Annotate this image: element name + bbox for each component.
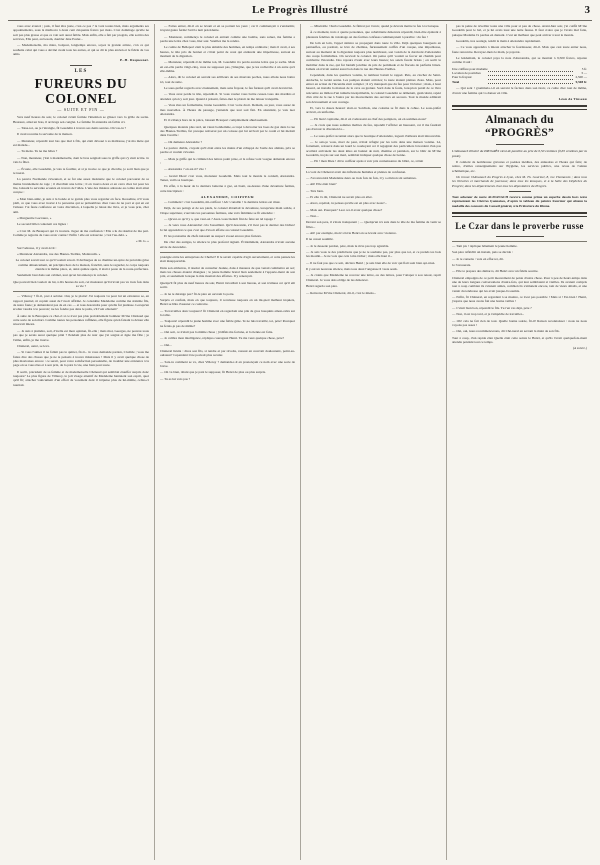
paragraph: — Ta travailles donc toujours? fit Chéneral en regardant une pile de gros bouquins amon-celés sur la table. [160, 308, 295, 317]
paragraph: — Eh ! mon Dieu ! dit le coiffeur après à voir pris connaissance du billet, ce, s'était [310, 159, 424, 164]
column-4 [446, 24, 592, 860]
paragraph: — Oui, oui, nous recommencerons, dit Ché-neral en serrant la main de son fils. [452, 329, 560, 334]
paragraph: Il y eut un nouveau silence, mais tous deux l'angoisse il vaste seuls. [306, 267, 398, 272]
paragraph: Dans son embarras, il résolut de consulter Jeanne, dans à mesures de que venait commettre en soi; mais les choses étaient changées ; le jeune homme brutal bien seulement à l'apparte-ment de son prix, et seulement lorsque la mie montait des affaires. Il y renonçait. [160, 265, 295, 279]
paragraph: — Tu mens. Tu ne me bêtes ? [17, 149, 58, 154]
column-foot-divider [13, 291, 149, 292]
paragraph: — Toujours! répondit le jeune homme avec une faible gêne. Te ne luis travaillé, toi, père! Pourquoi ne ferais-je pas de même? [160, 319, 295, 328]
paragraph: — Qu'est-ce qu'il y a, que veut-on ? Avez-vous bientôt fini de faire un tel tapage ? [164, 217, 276, 222]
czar-headline: Le Czar dans le proverbe russe [455, 221, 584, 232]
paragraph: Chéneral, outré, se leva. [17, 343, 50, 348]
paragraph: — Il ne faut pas que ce soit, déclara Henri ; je sais bien elle de voir qui fiait sont bien opi-nion. [306, 260, 436, 265]
paragraph: — Mademoiselle, ma mère, bonjour, longtemps encore, soyez la grande artiste, c'en ce qui souhaite celui qui vous a deviné avant tous les autres, et qui se dit le plus ancien et le fidèle de vos amis. [13, 43, 149, 57]
paragraph: Il ne cessai soumilé. [306, 237, 334, 242]
paragraph: — Où demeure Alexandre ? [164, 139, 202, 144]
price-label: Location de postiches [452, 71, 481, 76]
paragraph: — Oui soit, ce n'était pas la même chose ; j'édifiés ma fortune, et la tienne est faite. [160, 329, 274, 334]
total-value: 9,508 fr. [575, 79, 587, 84]
paragraph: Chéneral hésita : dires son fils, si tendre et par révolte, rassaut en couvrait doulourenx, point-su-oulsieur? Cependant il ne pouvait plus reculer. [160, 348, 295, 358]
paragraph: — Monsieur, commença le colonel en entrant comme une bombe, sans saluer, ma femme a perdu une lettre chez vous, hier soir. Veuillez me la rendre. [160, 34, 295, 44]
columns-container [8, 24, 592, 860]
paragraph: Son père réfléchit un instant, puis se décida : [452, 250, 513, 255]
price-label: Une coiffure pour madame [452, 66, 488, 71]
paragraph: — Très bien. [306, 188, 324, 193]
paragraph: — Écoute, elle Goudelin, je vais te fouiller, et si je trouve ce que je cherche, je sorti bien que je te tuerai. [13, 166, 149, 175]
paragraph: Quelqu'il fit plus de neuf heures du soir, Henri travaillait à son bureau, et son n'amusa cet qu'il eût sortir. [160, 280, 295, 290]
paragraph: — Alexandre ? où est-il? vite ! [164, 167, 206, 172]
paragraph: — Faites entrer, dit-il en se levant et en se portant les yeux ; car il commençait à s'endormir, n'ayant guère fermé l'œil la nuit précédente. [160, 24, 295, 33]
paragraph: pas la peine de réveiller toute une ville pour si peu de chose. Avant-hier soir, j'ai coiffé M^me Goudelin pour le bal, et je lui avais loué une natte fausse. Il faut croire que je l'avais mal faite, puisque Madame l'a perdue en dansant. C'est un malheur que peut arriver à tout le monde. [452, 24, 587, 37]
paragraph: Du côté des auriges, le silence le plus profond régnait. Évidemment, Alexandre n'avait aucune envie de descendre. [160, 240, 295, 249]
price-label: Pour la frayeur [452, 75, 472, 80]
almanach-lead: L'Almanach Illustré du PROGRÈS vient de paraître au prix de 0,50 centimes (0,65 centimes par la poste). [452, 149, 587, 158]
column-2 [154, 24, 300, 860]
divider [496, 236, 544, 237]
paragraph: « Monsieur Alexandre, rue des Hautes-Treilles, Montreuils. » [17, 252, 101, 256]
letter-signature: « M. G. » [135, 239, 149, 244]
divider [70, 65, 92, 66]
paragraph: « Mon bien-aimé, je suis à la bonde et te garnis plus vous regarder en face. Rosseline, n'il vous plaît, ce que vous avez trouvé à la personne qui se prénombres chez vous de ne port et qui en est l'amour. J'ai faute confiance en votre discrétion, à laquelle je laissé me livre, et je vous prie, cher ami. [13, 196, 149, 214]
paragraph: Henri regarda son père. [306, 284, 338, 289]
paragraph: Le second billet contenait ces lignes : [17, 222, 68, 227]
paragraph: — Ah! Elle était bien? [306, 182, 337, 187]
paragraph: — Oui... [160, 342, 172, 347]
paragraph: — Mais oui. Pourquoi? Lear cet-il avoir quelque chose? [306, 207, 383, 212]
article-signature: Léon de Tinseau [558, 97, 587, 102]
paragraph: — Non... [306, 214, 319, 219]
divider [509, 191, 531, 192]
paragraph: — Le sous-préfet reconnut alors que la boutique d'Alexandre, logeait d'ailleurs était introuvable. [310, 133, 441, 138]
page-number: 3 [584, 4, 590, 16]
paragraph: Le sous-préfet regarda avec étonnement, mais sans frayeur, le feu furieux qu'il avait devant lui. [164, 86, 293, 91]
paragraph: La pauvre Normande s'éveunoit, et se fut une assez insistante que le colonel parcourut de sa maine brutalement de rage ; il cherchait une lettre ; il en trouva deux et en carra chez lui pour les lire, laissant la servante ecoutée en travers de l'allée. L'une des misères adressée au comte était ainsi conçue : [13, 177, 149, 195]
paragraph: — Villeroy ? fit-il, pret à sobrier. Oui, je le plaire! J'ai toujours vu pour lui un existence se, en rapport journel, ni copiait aussi de l'avoir affirmé. Je considère Madeleine comme ma sixième fils, de notre faute; je demanderai pas de en ces — et tous descendre pour qu'elle fut jaunisse. Lorsqu'un écolier vaudra à le pouvoir; ne les fondre pas dans le puits, s'il l'ont obtenait? [13, 294, 149, 312]
paragraph: Et les paroissins du chefs naissant au suspect avoué encore plus furieux. [164, 234, 262, 239]
headline-subtitle: — SUITE ET FIN — [57, 107, 105, 113]
almanach-premium-note: Tout acheteur de notre ALMANACH recevra comme prime un superbe dessin hors texte représentant les Chèvres lyonnaises, d'après le tableau du peintre Fournier qui obtenu la medaille des concours du Conseil général, à la Préfecture du Rhône. [452, 195, 587, 208]
price-value: 3 — [581, 71, 587, 76]
publication-title: Le Progrès Illustré [252, 4, 348, 16]
paragraph: — On va bien, rêtant que je paix le supposer, fit Henri de plus ou plus surpris. [160, 370, 266, 375]
divider [452, 105, 587, 110]
paragraph: — Je suis à plaindre, soit, d'icelle est mon opinion, fit-elle ; mais moi, Georges, ne pouvez-vous pas que je serais aussi quelque pitié ? Pendant plus de noir que j'ai soigné et âgée ma fille ; je l'aime, enfin, je me trouve. [13, 328, 149, 342]
paragraph: — Alors, repétait, tu penses qu'elle est en plus avec nous?... [306, 201, 388, 206]
headline-kicker: LES [74, 69, 88, 75]
price-value: 5 fr. [581, 66, 587, 71]
paragraph: — Je sais vous te des prédictions que je ne te souhaite pas, par plus que toi, et ce prends tes bois les moulin... Je ne vois que cela à ma tâcher ; mais elle haut il... [306, 250, 441, 259]
masthead [8, 4, 592, 21]
paragraph: — Tu as lui vois pas ? [160, 376, 191, 381]
dot-leader [488, 78, 574, 82]
paragraph: — Renverse M^me Chéneral, dit-il, c'est le miens... [306, 290, 377, 295]
paragraph: On trouve l'Almanach du Progrès à Lyon, chez M. Th. Gourmer, 8, rue Thomassin ; dans tous les libraires et marchands de journaux; dans tous les kiosques, et à la Salle des Dépêches du Progrès; dans les départements chez tous les dépositaires du Progrès. [452, 174, 587, 188]
paragraph: — C'était bien bon, répondit le fils. Tu t'en vas déjà, père ? [452, 305, 532, 310]
paragraph: — Mais je griffe qui le criminel des lettres point prise, et le refuse voix vosgue demande encore : [160, 156, 295, 165]
shop-sign: ALEXANDRE, COIFFEUR [200, 195, 255, 199]
paragraph: Seulement basi dans son cabinet, tout qu'on lui annonça la colonel. [17, 273, 108, 278]
paragraph: — Vous avez perdu la tête, répondit-il. Si vous voulez vous battre cessez-vous des mardins et attendez qu'on y soit jour. Quand à présent, faites-moi le plaisir de me laisser tranquille. [160, 92, 295, 101]
serial-continuation: (A suivre.) [572, 346, 587, 351]
paragraph: Surpris et confuté, mais en que toujours, il reculasse toujours en un mi-pied malheur inquiets, Henri se hâta d'assurer ce contraire. [160, 297, 295, 307]
paragraph: Tout à coup, d'un rapide élan Quelle était cette soirée le Henri, et qu'ils l'avait quelquefois-ment attendu pendant tout ce temps. [452, 335, 587, 344]
paragraph: Et il s'élança hors de la pièce, laissant Bcauport complètement ahurissement. [164, 118, 269, 123]
paragraph: — Grand Dieu! c'est vous, monsieur Goudelin. Mais tout le monde le connaît, Alexandre. Tenez, voilà sa boutique. [160, 173, 295, 182]
almanach-headline: Almanach du “PROGRÈS” [485, 114, 554, 140]
paragraph: — Vous êtes un formalisme, bruna Goudelin. C'est votre droit. Demain, au jour, vous aurez de mes nouvelles. À l'heure du passage, j'entends que tout soit fini. En attendant, je vais tuer Alexandre. [160, 103, 295, 116]
paragraph: — Monsieur, répondit tout bas que mal à fils, qui était dévoué à sa maîtresse, j'ai ma mère qui est malade... [13, 138, 149, 148]
paragraph: — Qui sont ! grommela-t-il en serrant le facture dans son tiroir, ce coûte cher tout de même, d'avoir une femme qui va danser en ville. [452, 86, 587, 95]
paragraph: « Marguerite Gocraure, » [17, 215, 52, 220]
paragraph: Il sortit, précédent de sa femme et de mademoiselle Chénaud qui semblait étouffer surpris donc toujours? Le plus figure de Villeroy, le joli visage attentif de Madeleine hantaient son esprit, quoi qu'il fit; attacher vaincument d'un effort de vorement dont il n'épuise plus de lui-même, celles-ci tournait. [13, 369, 149, 387]
paragraph: — Misérable ! hurla Goudelin. Je finirai par t'avoir, quand je devrais mettre le feu à ta baraque. [310, 24, 440, 28]
paragraph: À suite de la Baroquée ce chat-ci si ce n'est pas plus probablement bonheur M^me Chénaud que cette sorte de son mari. Comme toutes les personnes raffinées, elle figure qu'en faisant ta détour elle résorvait mieux. [13, 313, 149, 327]
letter-signature-2: Le colonel savait tout ce qu'il voulait savoir. Il déchargea de sa chemise un-spire de précédés grise comme dénoncement, un précipita hors de la maison, franchit, sans le regarder, le corps toujours étendu à la même place, et, ainsi quinze après, il était à poste de la route-préfecture. [15, 258, 149, 272]
paragraph: — Sais-tu comment se va, chez Villeroy ? demanda-t-il en prononçant ce nom avec une sorte de brave. [160, 359, 295, 368]
paragraph: — Et elle t'a dit, Chéneral ne savait plus où aller. [306, 195, 373, 199]
table-row-total [452, 80, 587, 84]
paragraph: De loin en loin, l'appel sinistre se propagent dans toute la ville. Déjà quelques bourgeois en pantoufles, ou parétait, se lève de chemise, furieusement coiffés d'un casque, une impolitesse, surtout au moment de la digestion toujours plus nombreux, son voisin de la durcirent d'Alexandre des coups formidables. On recevait le colonel. On pensa qu'il voulait se forcer un chemin pour combattre l'incendie. Dos rayeurs rivant avec leurs hautes; les seiels furent brisés ; on sortit le mobilier dans la rue, qui fut bientôt jonchée de pris de pommade et de flacons de parfums brisés. Jamais on n'avait assisté aussi bon dans la rue des Hautes-Treilles. [306, 41, 441, 72]
paragraph: Je l'avouerais. [452, 263, 472, 268]
total-label: Total [452, 79, 460, 84]
paragraph: — Je veux vous Alexandre! cria l'assaillant. Qu'il descende, s'il n'est pas le dernier des lâches! Je lui apprendrai ce que c'est que d'avoir affaire au colonel Goudelin. [160, 223, 295, 232]
paragraph: — Non, monsieur, j'irai à mademoiselle, dont le bras seignait sous la griffe qui s'y était écrite. Je vais la fêter. [13, 155, 149, 165]
paragraph: Sur l'adresse, il y avait écrit : [17, 245, 57, 250]
paragraph: — Enfin, fit Chéneral, en regardant à sa montre, ce n'est pas possible ! Mais si ! Est-bien ! Henri, j'espère que nous avons fait une bonne veillée ! [452, 295, 587, 304]
paragraph: — Oh! cela ne fait rien de tout. Quelle bonne soirée, fit-il! Raison reconnaisser : nous ne nous voyons pas assez ! [452, 318, 587, 327]
column-foot-divider [452, 241, 587, 242]
column-3 [300, 24, 446, 860]
paragraph: À ce moment, trois à quatre personnes, que cohabitante dénoncée répondit, bien-être épièrent à plusieurs fenêtres du voisinage où des formes confuses commençaient à paraître : du feu ! [306, 30, 441, 39]
paragraph: Le comte de Belleport était le plus aimable des hommes, en temps ordinaire ; mais il avait, à ses heures, le tête pris du bonnet et c'était point de ceux qui endurent une impolitesse, surtout au moment de la digestion. [160, 45, 295, 59]
paragraph: — Comment ! c'est Goudelin, mi-coiffeur ! Ah ! canaille ! la dernière lettres est rinsé. [164, 200, 281, 204]
article-signature: P.-H. Duquesnel. [120, 58, 149, 63]
paragraph: — Alors, dit le colonel en serrant ses artilleurs de ses mauvais poches, nous allons nous battre ici, tout de suite. [160, 75, 295, 84]
paragraph: — Si vous l'aimez il ne fallait pas le quitter, fit-il... Je vous demande pardon, Clotilde ; vous me faites dire des choses que je ne te pensais à trouve miséreuses ! Mais il y avait quelque chose de plus mauvaises encore : ce serait, pour votre satisfaction personnelle, de troubler une existence à la page où se vous êtes et à son prix, de la paix la vie, une bien pour toute. [13, 350, 149, 368]
paragraph: — Non, il est trop tard, et je t'empêche de travailler... [452, 312, 525, 317]
paragraph: Il avait reconnu la servante de la maison. [17, 132, 73, 137]
article-headline: FUREURS DU COLONEL [34, 76, 128, 107]
column-foot-divider [306, 167, 441, 168]
price-value: 2,500 — [575, 75, 587, 80]
paragraph: — Je te consens : vois en efforcer, dit. [452, 256, 504, 261]
paragraph: — Tant pis ! réplique bêtement le jeune homme. [452, 244, 518, 249]
paragraph: — Eh bien! capitaine, dit-il en s'adressant au chef des pompiers, où en sommes-nous? [310, 116, 427, 121]
paragraph: Chéneral empoigna de ce petit mouvement de pente d'autre chose. Pour à peu de heurt-temps dans une de leurs longues conversations d'autre-fois, qui leur semblaient si vieilles. Ils avaient compris tout à coup combien ils s'étaient aimés, combien ils s'aimaient encore, tant de vieux détails, et une venait du tendresse qui les avait jusque-là soumis. [452, 275, 587, 293]
paragraph: — Ah! par exemple, mon! s'écria Henri en se levant avec violence. [306, 231, 397, 236]
paragraph: Il contient de nombreuse gravures et poésies inédites, des annuaires et l'heure qui faits; de rentre, d'utiles renseignements sur l'hygiène, les services publics, une revue de l'année schématique, etc. [452, 159, 587, 173]
paragraph: — Je le deseede pardon, père, mais tu m'as pas trop agréable. [306, 243, 390, 248]
price-table [452, 67, 587, 85]
column-1 [8, 24, 154, 860]
paragraph: — J'ai rencontré Madeleine deux ou trois fois de fois, il y a environ six semaines. [306, 175, 417, 180]
divider [452, 212, 587, 217]
paragraph: — Monsieur, répondit-il de même ton, M. Goudelin n'a perdu aucune lettre que je sache. Mais en est-elle perdu vingt-cinq, vous ne supposez pas, j'imagine, que je les recherche à un autre qu'à elle-même. [160, 60, 295, 74]
paragraph: Vers neuf heures du soir, le colonel s'était fermée l'intention se glisser vers la grille de sortie. Heureux, ainsi un bras, il arrivage sen conglet. Le femme fit entendre un faible cri. [13, 115, 149, 124]
paragraph: Le pauvre diable, croyant qu'il était entre les mains d'un échappé de l'asile des aliénés, prix se perdre et voulait s'évader. [160, 145, 295, 155]
paragraph: Devant son pere, il s'étais transparent ; — Quelqu'un n'a suis dans le tête de ma femme de venir se filles... [306, 220, 441, 229]
paragraph: Le lendemain, le colonel paya la note d'Alexandre, qui se montait à 9,500 francs, réparée comme il suit : [452, 56, 587, 65]
paragraph: Quelques instants plus tard, un vieux bonhomme, occupé à décrotter les boes de gaz dans la rue des Hautes-Treilles, fut presque renversé par un colosse qui lui arrivait par le coulé et lui mettait dans l'oreille : [160, 124, 295, 138]
paragraph: — Elle te prepara des démarcs, dit Henri avec un fidèle sourire. [452, 269, 539, 274]
paragraph: Et, vers la douze heures! était-ce Soichois, une colonne se fit dans la cohue. Le sous-préfet arrivait, en uniforme. [306, 105, 441, 115]
paragraph: Déjà, de ses poings et de ses pieds, le colonel ébranlait la devanture, lorsqu'une main solide, à l'étape supérieur, s'ouvrais les personnes fermées, une voix féminine se fit entendre : [160, 206, 295, 215]
paragraph: — Je crains que Madeleine ne recevez une lettre, ou des lettres, pour l'attaper à sou retour, reprit Chéneral. Je vous dois oblige de les dénoncer. [306, 273, 441, 282]
paragraph: En effet, à la lueur de la derniers lanterne à gaz, on lisait, au-dessus d'une devanture fermée, cette inscription : [160, 184, 295, 193]
paragraph: — Taise-toi, ou je t'étrangle, fit Goudelin à travers ses dents serrées. Où vas-tu ? [17, 126, 127, 131]
paragraph: vous avez avancé ; puis, il faut être juste, c'est-ce pas ? la voix toutes bien, mais arguments ses appointements, sous la médiocre à deux cent cinquante francs par mois. C'est dommage qu'elle ne soit pas plus grasse et que ce voit soit aussi faible. Mais enfin, elle a fait par progrès, elle sortira des services, Elle peut, au besoin, doubler Jane Essler... [13, 24, 149, 42]
paragraph: — Je crois que nous sommes maîtres du feu, répondit l'officier en haussant, car il me faudrait pas d'erreur la diversion la... [306, 122, 441, 132]
paragraph: — Ce vous apprendra à mieux attacher la fournisseur, dit-il. Mais que cesi toute entier nous, faute rencontre. Reveyez-mois le main, je payerai. [452, 45, 587, 54]
column-foot-divider [160, 252, 295, 253]
paragraph: — Je calibre mon intelligence, répliqua courageux Henri. Tu me veux quelque chose, père? [160, 336, 284, 341]
paragraph: Cependant, dans les quartiers voisins, le tambour battait le rappel. Puis, au clocher de Saint-Andoche, le tocsin sonna. Les pompes étaient arrivées; la toute étaient pleines d'eau. Mais, pour entrer en action de l'incendie était complet ; il n'y manquait que du feu pour l'éclairer ; mais, à bout hasard, on installa la maison de la cave au grenier. Sorti dans la foule, lorsqu'on paraît de ce livre rencontre au milieu d'un tumulte inexprimable, le colonel Goudelin se démenait, gesticulant, rejeté d'un côté de la rue à l'autre par les mouvements des ouvriers en secours. Tout le monde admirait son dévouement et son courage. [306, 73, 441, 104]
paragraph: La voix de Chéneral avait des inflexions humides et pleines de confusion. [306, 169, 407, 174]
paragraph: Goudelin, tres soulagé, tendit la main à Alexandre rapidement. [456, 39, 541, 44]
paragraph: — Je ne te dérange pas? fit-le père en ouvrant la porte. [160, 291, 235, 296]
letter-address: Que pouvait bien vouloir de lui, à dix heures du soir, cet monsieur qu'il n'avait pas vu trois fois dans sa vie ? [13, 279, 149, 289]
paragraph: « C'est M. de Beauport qui t'a trouvée. Jugez de ma confusion ! Elle a lu du résultat de ma part. Comme je regrette de vous avoir connu ! Enfin ! elle est retrouvée ; c'est l'au-delà. » [13, 228, 149, 237]
paragraph: protégée entre les entreprises de Chollet? Il le savait capable d'agir ouvertement, et cette pensée les était insupportable. [160, 255, 295, 264]
divider [496, 144, 544, 145]
paragraph: — Je sais-je vous, mort de peur, n'était réfugié par les toits dans une maison voisine. Là, fortement, retrouvé dans un lourd le coudoyant cet il regagnait des particuliers bavardant d'un pas accéléré arrivaient les deux kilos en bonnet de nuit, chemise et pantalon, sur le bâtir de M^me Goudelin, troyés sur son mari, semblait indiquer quelque chose de bonne. [306, 139, 441, 157]
